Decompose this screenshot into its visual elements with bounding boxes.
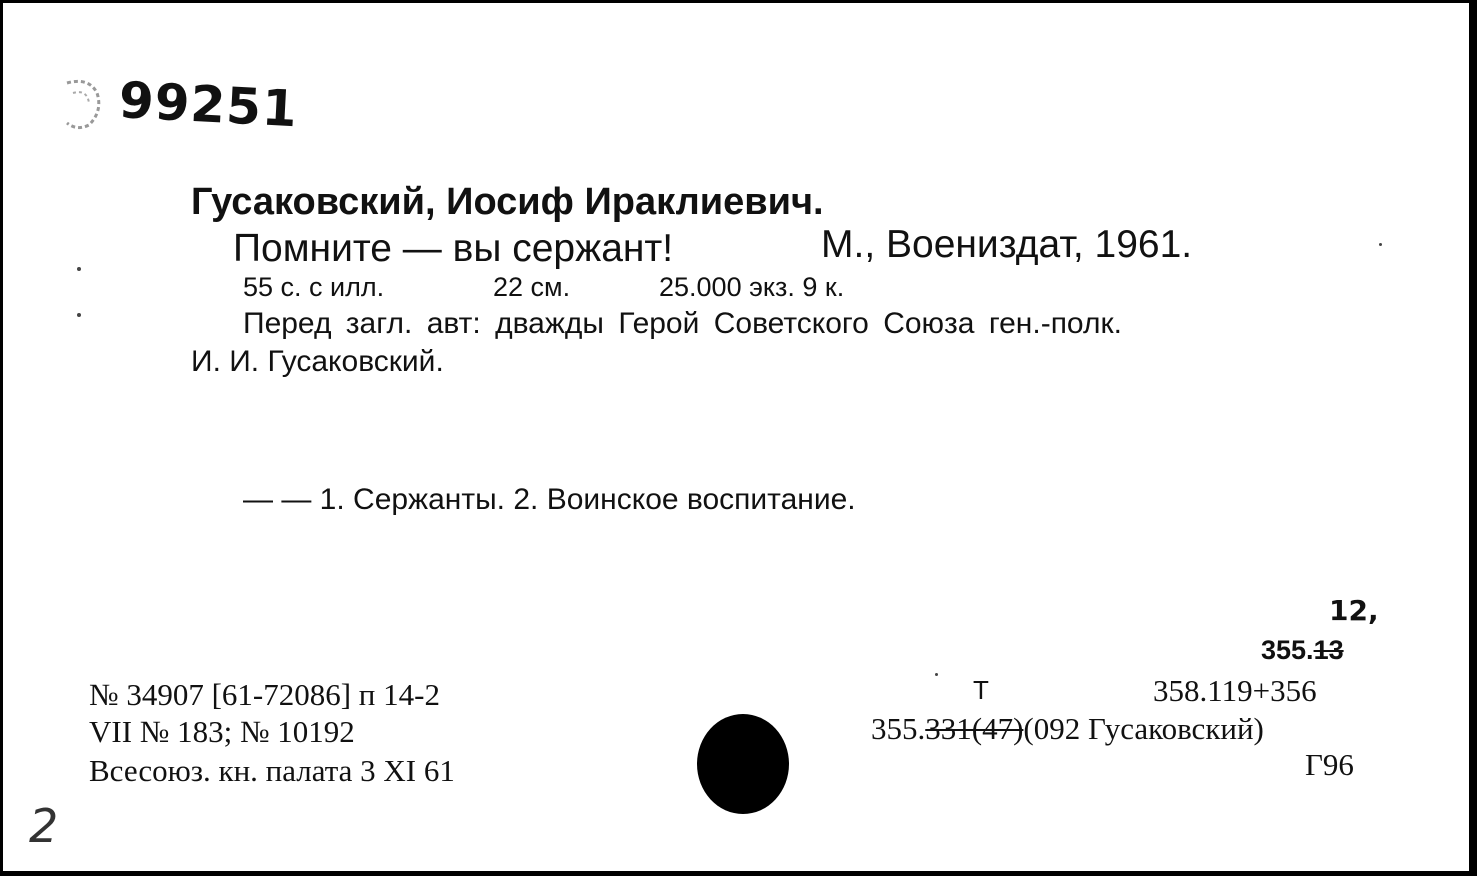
size-info: 22 см. bbox=[493, 272, 571, 302]
udc-code-1-struck: 13 bbox=[1313, 635, 1344, 665]
record-numbers: № 34907 [61-72086] п 14-2 bbox=[89, 677, 440, 712]
note-line-1: Перед загл. авт: дважды Герой Советского Союза ген.-полк. bbox=[243, 307, 1122, 340]
pages-info: 55 с. с илл. bbox=[243, 272, 385, 302]
udc-code-3 bbox=[871, 713, 1264, 744]
author-heading: Гусаковский, Иосиф Ираклиевич. bbox=[191, 181, 824, 223]
scan-speck bbox=[77, 267, 81, 271]
registry-numbers: VII № 183; № 10192 bbox=[89, 714, 355, 749]
udc-code-3-suffix: (092 Гусаковский) bbox=[1023, 711, 1264, 746]
handwritten-number: 2 bbox=[29, 799, 59, 853]
copies-info: 25.000 экз. 9 к. bbox=[659, 272, 845, 302]
udc-code-1 bbox=[1261, 637, 1344, 664]
bbk-code: 358.119+356 bbox=[1153, 673, 1317, 708]
chamber-date: Всесоюз. кн. палата 3 XI 61 bbox=[89, 753, 455, 788]
scan-speck bbox=[935, 673, 938, 676]
author-mark: Г96 bbox=[1305, 747, 1354, 782]
udc-code-3-prefix: 355. bbox=[871, 711, 926, 746]
publisher-line: М., Воениздат, 1961. bbox=[821, 223, 1193, 266]
book-title: Помните — вы сержант! bbox=[233, 227, 674, 270]
udc-code-1-prefix: 355. bbox=[1261, 635, 1314, 665]
library-catalog-card bbox=[3, 3, 1469, 871]
stamp-mark-icon bbox=[59, 75, 105, 133]
shelf-mark-top: 12, bbox=[1329, 594, 1379, 627]
note-line-2: И. И. Гусаковский. bbox=[191, 345, 444, 378]
subject-headings: — — 1. Сержанты. 2. Воинское воспитание. bbox=[243, 483, 856, 516]
inventory-number: 99251 bbox=[117, 71, 300, 139]
t-mark: Т bbox=[973, 675, 989, 705]
punch-hole bbox=[697, 714, 789, 814]
udc-code-3-struck: 331(47) bbox=[925, 711, 1024, 746]
scan-speck bbox=[1379, 243, 1382, 246]
scan-speck bbox=[77, 313, 81, 317]
